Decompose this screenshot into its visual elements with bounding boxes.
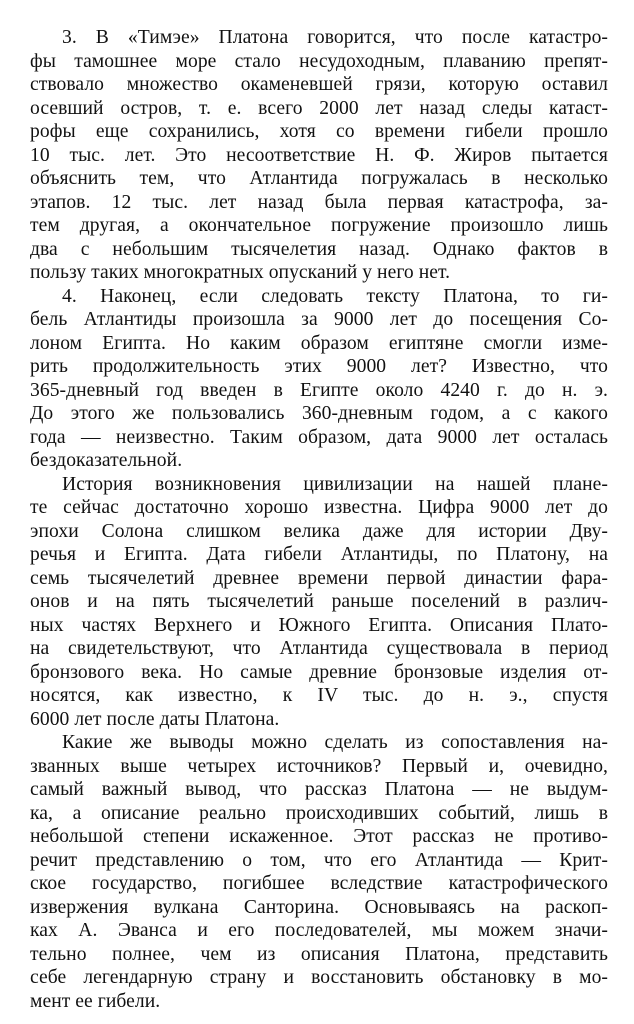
text-line: семь тысячелетий древнее времени первой династии фара- [30,567,608,589]
text-line: фы тамошнее море стало несудоходным, плаванию препят- [30,50,608,72]
text-line: объяснить тем, что Атлантида погружалась в несколько [30,168,608,189]
text-line: ных частях Верхнего и Южного Египта. Описания Плато- [30,614,608,636]
paragraph-timaeus [30,26,608,285]
text-line: 3. В «Тимэе» Платона говорится, что после катастро- [62,27,608,48]
text-line: бель Атлантиды произошла за 9000 лет до посещения Со- [30,309,608,330]
text-line: 4. Наконец, если следовать тексту Платона, то ги- [62,285,608,307]
text-line: лоном Египта. Но каким образом египтяне смогли изме- [30,332,608,354]
text-line: тем другая, а окончательное погружение произошло лишь [30,215,608,236]
text-line: самый важный вывод, что рассказ Платона — не выдум- [30,779,608,800]
text-line: извержения вулкана Санторина. Основываясь на раскоп- [30,896,608,918]
text-line: ках А. Эванса и его последователей, мы можем значи- [30,920,608,941]
text-line: два с небольшим тысячелетия назад. Однако фактов в [30,238,608,260]
paragraph-civilization [30,473,608,732]
text-line: на свидетельствуют, что Атлантида существовала в период [30,638,608,659]
text-line: мент ее гибели. [30,990,161,1012]
text-line: рить продолжительность этих 9000 лет? Известно, что [30,356,608,377]
text-line: бронзового века. Но самые древние бронзовые изделия от- [30,661,608,683]
text-line: бездоказательной. [30,450,183,471]
text-line: 365-дневный год введен в Египте около 4240 г. до н. э. [30,379,608,401]
text-line: пользу таких многократных опусканий у него нет. [30,262,451,283]
paragraph-solon [30,285,608,473]
text-line: званных выше четырех источников? Первый и, очевидно, [30,755,608,777]
text-line: речит представлению о том, что его Атлантида — Крит- [30,849,608,871]
text-line: История возникновения цивилизации на нашей плане- [62,473,608,495]
text-line: те сейчас достаточно хорошо известна. Цифра 9000 лет до [30,497,608,518]
text-line: речья и Египта. Дата гибели Атлантиды, по Платону, на [30,544,608,565]
text-line: ка, а описание реально происходивших событий, лишь в [30,802,608,824]
text-line: этапов. 12 тыс. лет назад была первая катастрофа, за- [30,191,608,213]
text-line: тельно полнее, чем из описания Платона, представить [30,943,608,965]
paragraph-conclusions [30,731,608,1013]
text-line: онов и на пять тысячелетий раньше поселений в различ- [30,591,608,612]
text-line: 10 тыс. лет. Это несоответствие Н. Ф. Жиров пытается [30,144,608,166]
text-line: ское государство, погибшее вследствие катастрофического [30,873,608,894]
text-line: 6000 лет после даты Платона. [30,708,280,730]
text-line: небольшой степени искаженное. Этот рассказ не противо- [30,826,608,847]
text-line: года — неизвестно. Таким образом, дата 9000 лет осталась [30,426,608,448]
text-line: До этого же пользовались 360-дневным годом, а с какого [30,403,608,424]
text-line: рофы еще сохранились, хотя со времени гибели прошло [30,121,608,142]
text-line: Какие же выводы можно сделать из сопоставления на- [62,732,608,753]
text-line: носятся, как известно, к IV тыс. до н. э., спустя [30,685,608,706]
text-line: осевший остров, т. е. всего 2000 лет назад следы катаст- [30,97,608,119]
text-line: себе легендарную страну и восстановить обстановку в мо- [30,967,608,988]
text-line: эпохи Солона слишком велика даже для истории Дву- [30,520,608,542]
text-line: ствовало множество окаменевшей грязи, которую оставил [30,74,608,95]
